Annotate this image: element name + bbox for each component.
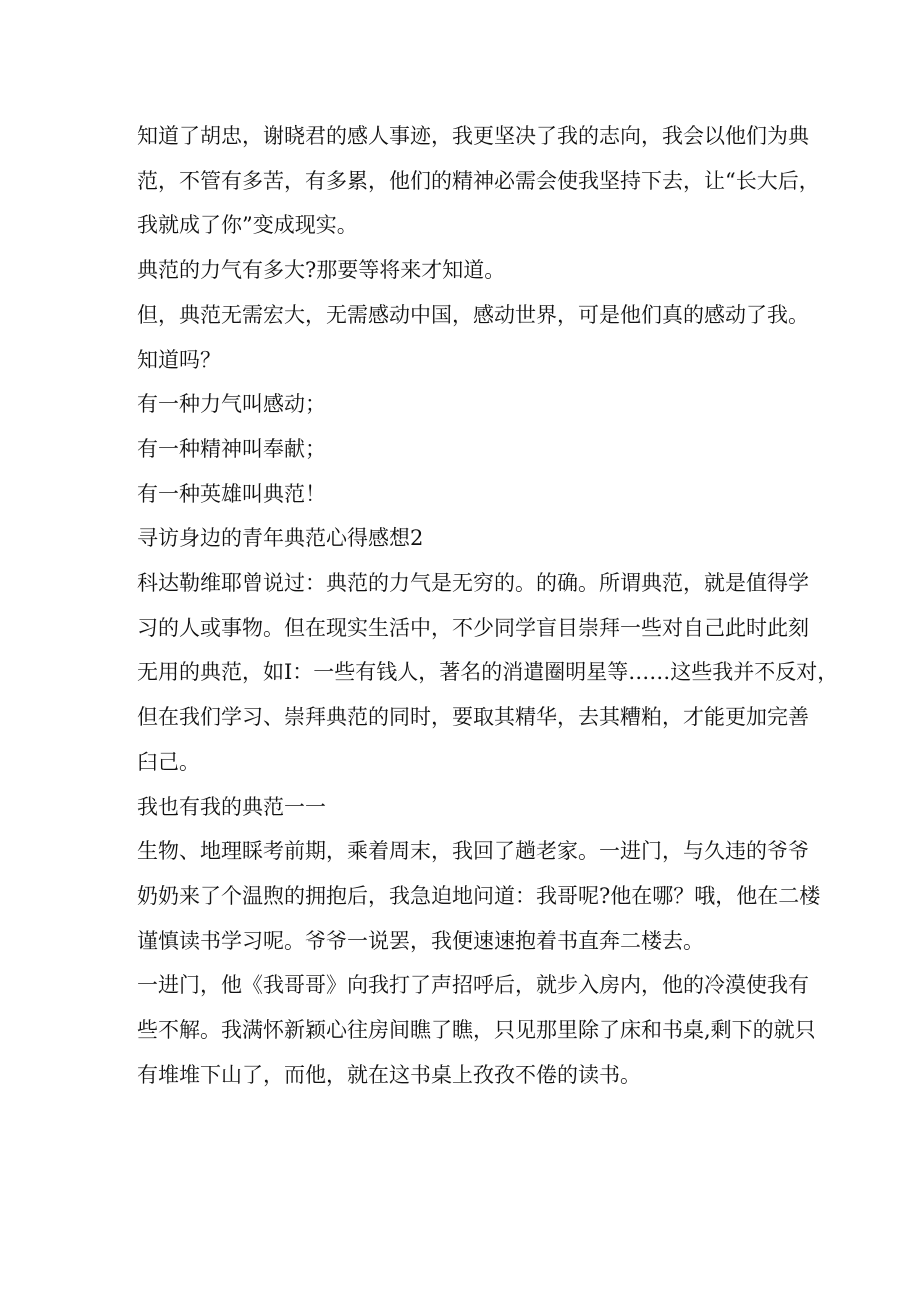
text-line: 奶奶来了个温煦的拥抱后，我急迫地问道：我哥呢?他在哪？哦，他在二楼 [137, 883, 821, 908]
paragraph-4 [137, 338, 787, 383]
text-line: 有一种精神叫奉献； [137, 436, 326, 461]
text-line: 范，不管有多苦，有多累，他们的精神必需会使我坚持下去，让“长大后， [137, 168, 820, 193]
paragraph-12 [137, 963, 816, 1097]
text-line: 有一种力气叫感动； [137, 392, 326, 417]
paragraph-3 [137, 293, 809, 338]
text-line: 科达勒维耶曾说过：典范的力气是无穷的。的确。所谓典范，就是值得学 [137, 571, 809, 596]
text-line: 臼己。 [137, 749, 200, 774]
paragraph-10 [137, 785, 787, 830]
text-line: 但在我们学习、崇拜典范的同时，要取其精华，去其糟粕，才能更加完善 [137, 705, 809, 730]
text-line: 谨慎读书学习呢。爷爷一说罢，我便速速抱着书直奔二楼去。 [137, 928, 704, 953]
paragraph-6 [137, 427, 787, 472]
text-line: 寻访身边的青年典范心得感想2 [137, 526, 424, 551]
text-line: 些不解。我满怀新颖心往房间瞧了瞧，只见那里除了床和书桌,剩下的就只 [137, 1018, 816, 1043]
text-line: 一进门，他《我哥哥》向我打了声招呼后，就步入房内，他的冷漠使我有 [137, 973, 809, 998]
text-line: 有一种英雄叫典范！ [137, 481, 326, 506]
text-line: 知道了胡忠，谢晓君的感人事迹，我更坚决了我的志向，我会以他们为典 [137, 124, 809, 148]
text-line: 习的人或事物。但在现实生活中，不少同学盲目崇拜一些对自己此时此刻 [137, 615, 809, 640]
document-body [137, 114, 839, 1097]
text-line: 知道吗？ [137, 347, 221, 372]
paragraph-2 [137, 248, 787, 293]
paragraph-11 [137, 829, 821, 963]
text-line: 但，典范无需宏大，无需感动中国，感动世界，可是他们真的感动了我。 [137, 302, 809, 327]
paragraph-5 [137, 382, 787, 427]
paragraph-7 [137, 472, 787, 517]
paragraph-9 [137, 561, 839, 785]
text-line: 典范的力气有多大?那要等将来才知道。 [137, 258, 506, 283]
section-heading [137, 516, 787, 561]
text-line: 生物、地理睬考前期，乘着周末，我回了趟老家。一进门，与久违的爷爷 [137, 839, 809, 864]
text-line: 我就成了你”变成现实。 [137, 213, 358, 238]
text-line: 有堆堆下山了，而他，就在这书桌上孜孜不倦的读书。 [137, 1062, 641, 1087]
paragraph-1 [137, 114, 820, 248]
text-line: 无用的典范，如I：一些有钱人，著名的消遣圈明星等……这些我并不反对， [137, 660, 839, 685]
text-line: 我也有我的典范一一 [137, 794, 326, 819]
